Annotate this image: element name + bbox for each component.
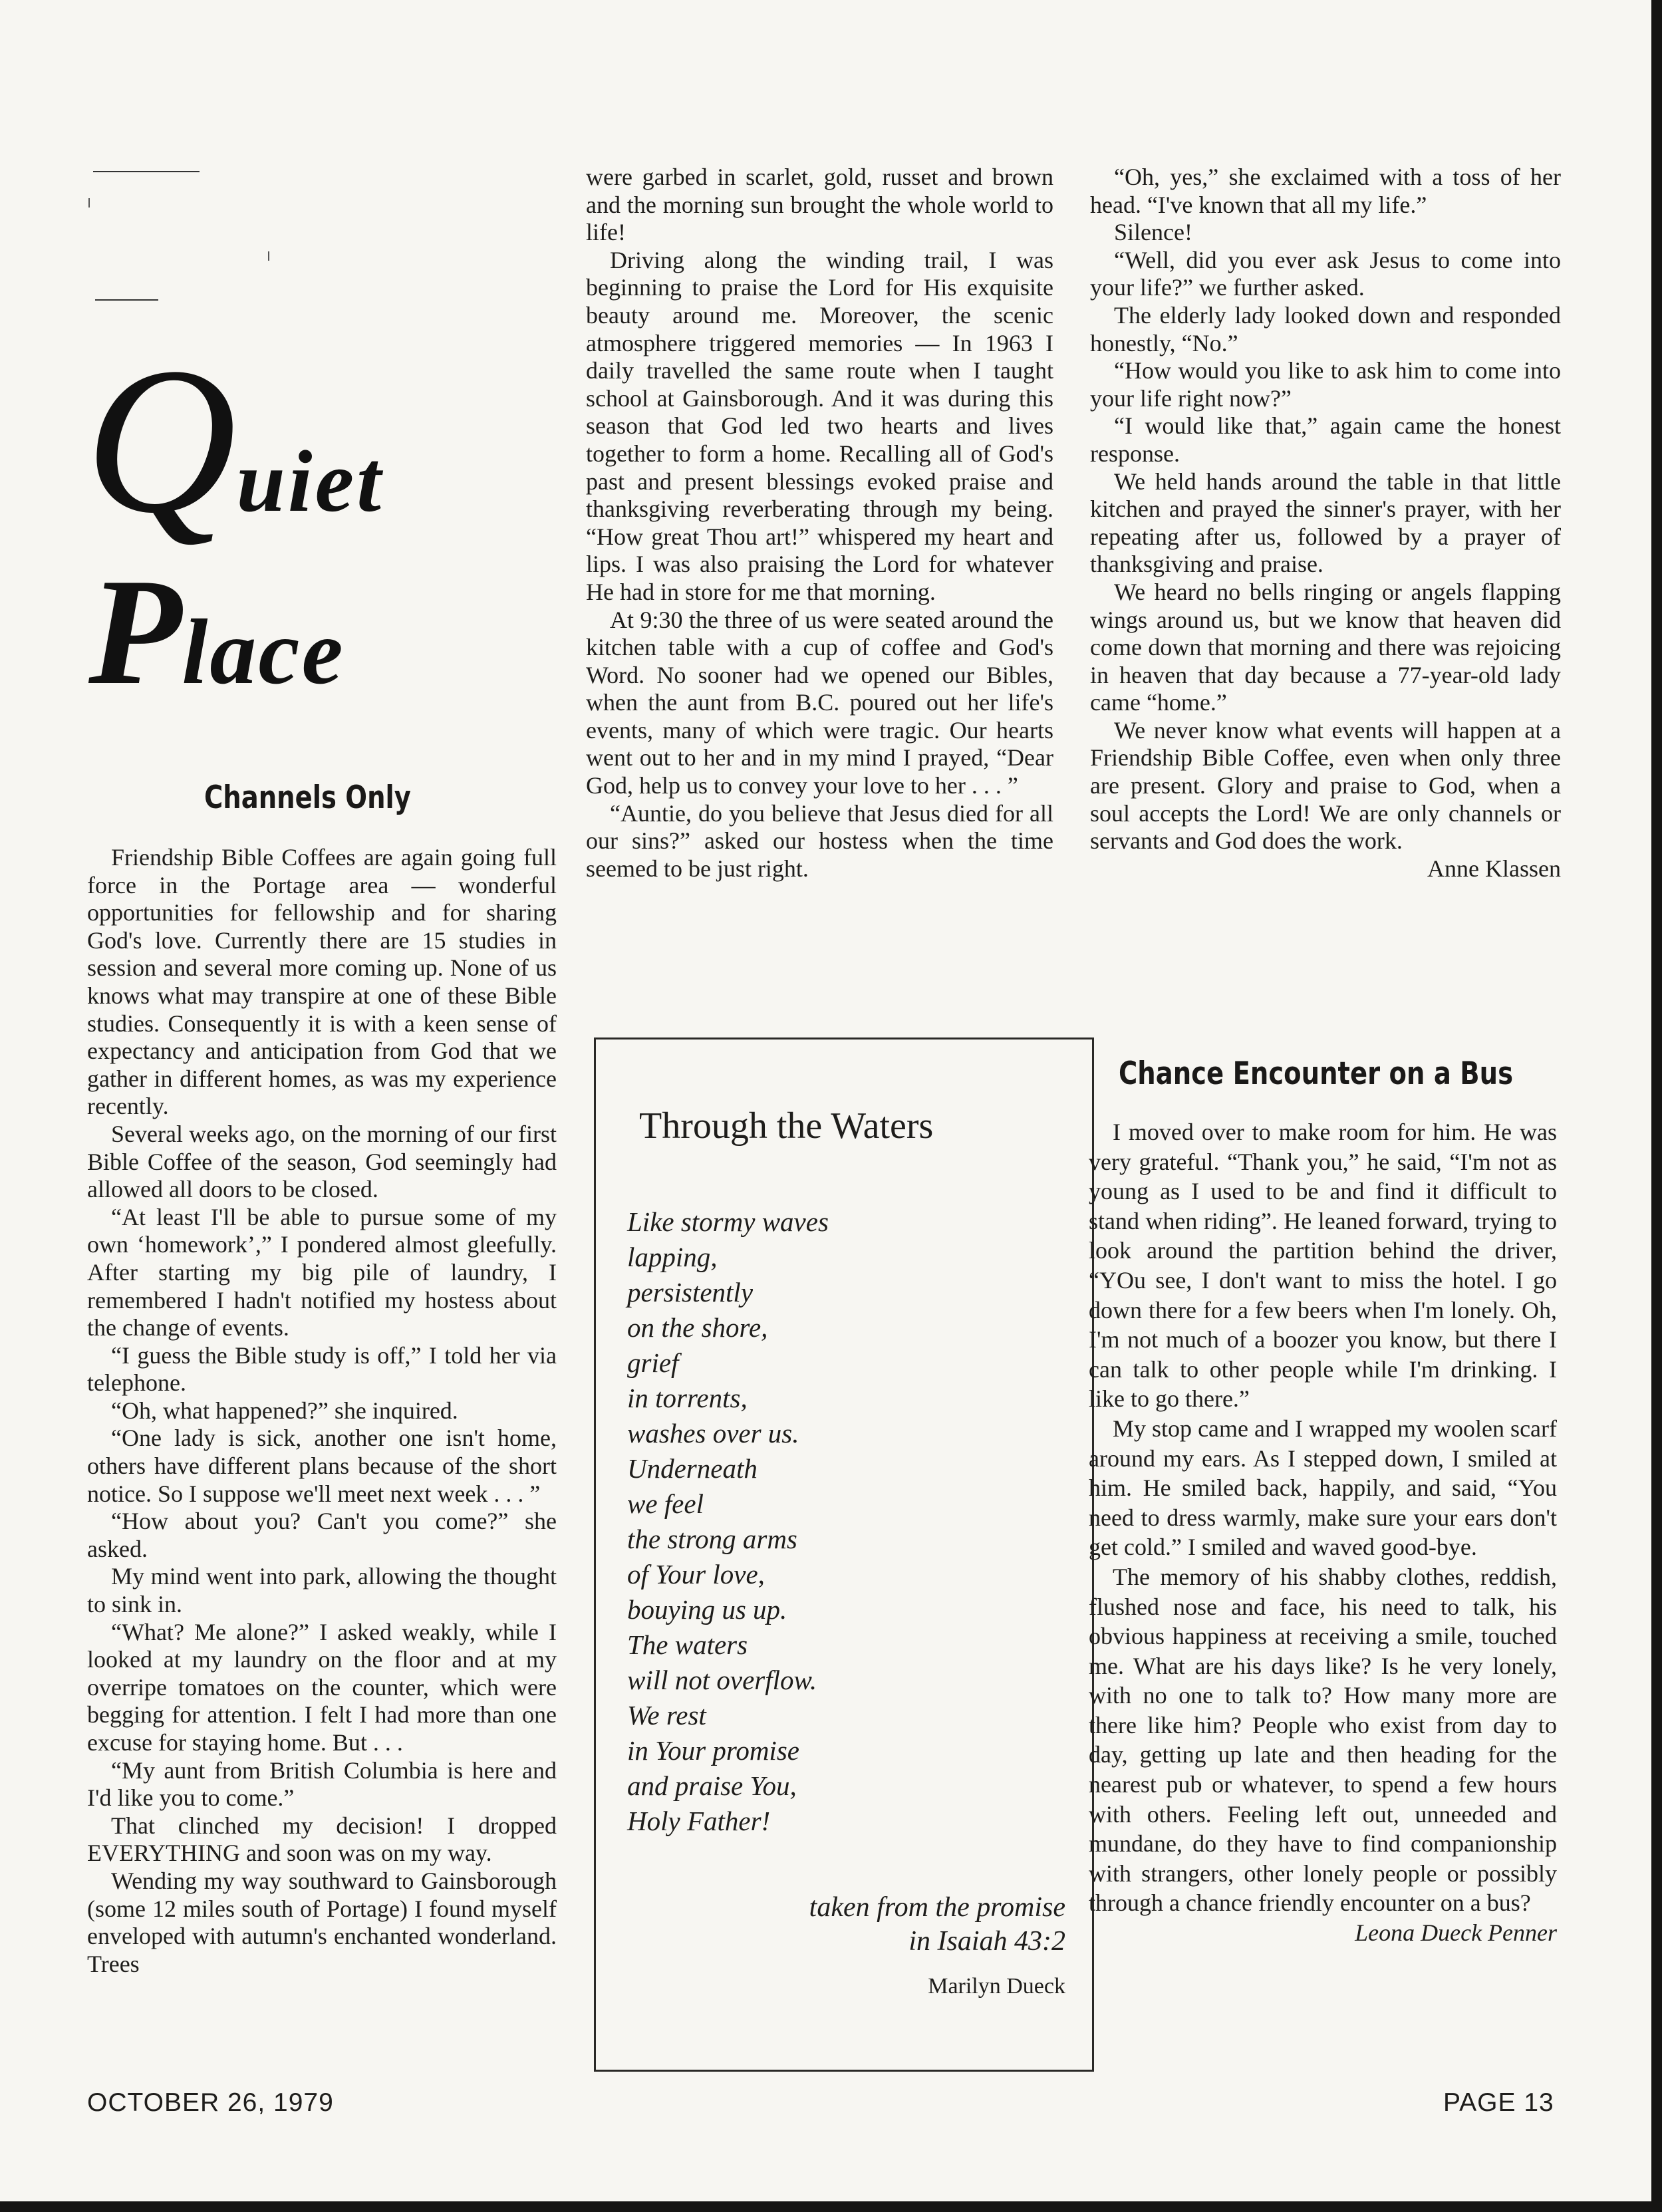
article1-col1-paragraph: “How about you? Can't you come?” she asked. [87, 1508, 557, 1562]
article1-col1-paragraph: That clinched my decision! I dropped EVERYTHING and soon was on my way. [87, 1812, 557, 1867]
article1-author: Anne Klassen [1427, 855, 1561, 882]
poem-line: bouying us up. [627, 1594, 787, 1625]
article2-paragraph: My stop came and I wrapped my woolen scarf around my ears. As I stepped down, I smiled at him. He smiled back, happily, and said, “You need to dress warmly, make sure your ears don't get cold.” I smiled and waved good-bye. [1089, 1415, 1557, 1561]
article2-paragraph: I moved over to make room for him. He was very grateful. “Thank you,” he said, “I'm not as young as I used to be and find it difficult to stand when riding”. He leaned forward, trying to look around the partition behind the driver, “YOu see, I don't want to miss the hotel. I go down there for a few beers when I'm lonely. Oh, I'm not much of a boozer you know, but there I can talk to other people while I'm drinking. I like to go there.” [1089, 1119, 1557, 1413]
article1-col1-paragraph: “One lady is sick, another one isn't home, others have different plans because of the short notice. So I suppose we'll meet next week . . . ” [87, 1425, 557, 1507]
article1-column-3 [1090, 164, 1561, 883]
title-place-rest: lace [182, 601, 345, 704]
poem-line: Holy Father! [627, 1806, 771, 1836]
article1-column-2 [586, 164, 1053, 883]
poem-line: we feel [627, 1488, 704, 1519]
poem-source [809, 1891, 1065, 1959]
article1-col1-paragraph: Friendship Bible Coffees are again going full force in the Portage area — wonderful opportunities for fellowship and for sharing God's love. Currently there are 15 studies in session and several more coming up. None of us knows what may transpire at one of these Bible studies. Consequently it is with a keen sense of expectancy and anticipation from God that we gather in different homes, as was my experience recently. [87, 844, 557, 1120]
poem-line: washes over us. [627, 1418, 799, 1449]
poem-line: grief [627, 1347, 679, 1378]
title-place-initial: P [88, 547, 182, 716]
poem-line: in Your promise [627, 1735, 799, 1766]
article1-heading: Channels Only [204, 779, 411, 816]
title-tick-left [88, 198, 90, 207]
title-rule-bottom [95, 299, 158, 301]
article2-heading: Chance Encounter on a Bus [1119, 1055, 1514, 1092]
poem-line: Like stormy waves [627, 1206, 829, 1237]
article1-col3-paragraph: Silence! [1114, 219, 1192, 246]
article1-col1-paragraph: “At least I'll be able to pursue some of my own ‘homework’,” I pondered almost gleefully. After starting my big pile of laundry, I remembered I hadn't notified my hostess about the change of events. [87, 1203, 557, 1341]
poem-box [594, 1037, 1094, 2072]
poem-line: lapping, [627, 1242, 718, 1272]
poem-lines [627, 1204, 829, 1839]
article1-col1-paragraph: “My aunt from British Columbia is here and I'd like you to come.” [87, 1756, 557, 1812]
scan-edge-right [1651, 0, 1662, 2212]
article1-col3-paragraph: “Oh, yes,” she exclaimed with a toss of her head. “I've known that all my life.” [1090, 164, 1561, 218]
article1-col3-paragraph: “Well, did you ever ask Jesus to come into your life?” we further asked. [1090, 246, 1561, 301]
poem-line: persistently [627, 1277, 754, 1308]
title-tick-right [268, 251, 269, 261]
article1-col3-paragraph: The elderly lady looked down and responded honestly, “No.” [1090, 301, 1561, 356]
poem-line: and praise You, [627, 1770, 797, 1801]
article1-col3-paragraph: We held hands around the table in that little kitchen and prayed the sinner's prayer, with her repeating after us, followed by a prayer of thanksgiving and praise. [1090, 468, 1561, 578]
poem-source-line: in Isaiah 43:2 [908, 1926, 1065, 1957]
footer-page-number: PAGE 13 [1443, 2088, 1554, 2117]
article1-col2-paragraph: “Auntie, do you believe that Jesus died for all our sins?” asked our hostess when the time seemed to be just right. [586, 799, 1053, 882]
article1-col2-paragraph: Driving along the winding trail, I was beginning to praise the Lord for His exquisite beauty around me. Moreover, the scenic atmosphere triggered memories — In 1963 I daily travelled the same route when I taught school at Gainsborough. And it was during this season that God led two hearts and lives together to form a home. Recalling all of God's past and present blessings evoked praise and thanksgiving reverberating through my being. “How great Thou art!” whispered my heart and lips. I was also praising the Lord for whatever He had in store for me that morning. [586, 246, 1053, 605]
poem-line: will not overflow. [627, 1665, 817, 1695]
article1-col1-paragraph: “Oh, what happened?” she inquired. [111, 1397, 458, 1424]
poem-line: We rest [627, 1700, 706, 1730]
poem-line: Underneath [627, 1453, 758, 1484]
title-quiet-rest: uiet [236, 432, 384, 530]
article1-col1-paragraph: Wending my way southward to Gainsborough (some 12 miles south of Portage) I found myself enveloped with autumn's enchanted wonderland. Trees [87, 1867, 557, 1977]
poem-line: the strong arms [627, 1524, 797, 1554]
poem-author: Marilyn Dueck [928, 1974, 1065, 1999]
footer-date: OCTOBER 26, 1979 [87, 2088, 334, 2117]
poem-line: on the shore, [627, 1312, 768, 1343]
article1-col1-paragraph: “I guess the Bible study is off,” I told her via telephone. [87, 1341, 557, 1397]
title-place [88, 547, 345, 716]
poem-line: in torrents, [627, 1383, 748, 1413]
article1-col1-paragraph: “What? Me alone?” I asked weakly, while I looked at my laundry on the floor and at my overripe tomatoes on the counter, which were begging for attention. I felt I had more than one excuse for staying home. But . . . [87, 1618, 557, 1756]
scan-edge-bottom [0, 2201, 1662, 2212]
article2-column [1089, 1117, 1557, 1948]
article1-column-1 [87, 844, 557, 1978]
poem-title: Through the Waters [639, 1105, 934, 1147]
article1-col1-paragraph: My mind went into park, allowing the thought to sink in. [87, 1563, 557, 1618]
article1-col3-paragraph: We never know what events will happen at a Friendship Bible Coffee, even when only three are present. Glory and praise to God, when a soul accepts the Lord! We are only channels or servants and God does the work. [1090, 716, 1561, 855]
article1-col1-paragraph: Several weeks ago, on the morning of our first Bible Coffee of the season, God seemingly had allowed all doors to be closed. [87, 1120, 557, 1203]
title-quiet-initial: Q [85, 325, 237, 557]
poem-line: of Your love, [627, 1559, 765, 1590]
article1-col2-paragraph: were garbed in scarlet, gold, russet and brown and the morning sun brought the whole world to life! [586, 164, 1053, 246]
article1-col3-paragraph: We heard no bells ringing or angels flapping wings around us, but we know that heaven did come down that morning and there was rejoicing in heaven that day because a 77-year-old lady came “home.” [1090, 578, 1561, 716]
article2-paragraph: The memory of his shabby clothes, reddish, flushed nose and face, his need to talk, his obvious happiness at receiving a smile, touched me. What are his days like? Is he very lonely, with no one to talk to? How many more are there like him? People who exist from day to day, getting up late and then heading for the nearest pub or whatever, to spend a few hours with others. Feeling left out, unneeded and mundane, do they have to find companionship with strangers, other lonely people or possibly through a chance friendly encounter on a bus? [1089, 1563, 1557, 1917]
article1-col3-paragraph: “How would you like to ask him to come into your life right now?” [1090, 357, 1561, 412]
article2-author: Leona Dueck Penner [1355, 1919, 1557, 1947]
poem-source-line: taken from the promise [809, 1892, 1065, 1923]
article1-col2-paragraph: At 9:30 the three of us were seated around the kitchen table with a cup of coffee and God's Word. No sooner had we opened our Bibles, when the aunt from B.C. poured out her life's events, many of which were tragic. Our hearts went out to her and in my mind I prayed, “Dear God, help us to convey your love to her . . . ” [586, 606, 1053, 799]
poem-line: The waters [627, 1629, 748, 1660]
title-quiet [85, 325, 384, 557]
article1-col3-paragraph: “I would like that,” again came the honest response. [1090, 412, 1561, 467]
title-rule-top [93, 171, 200, 172]
